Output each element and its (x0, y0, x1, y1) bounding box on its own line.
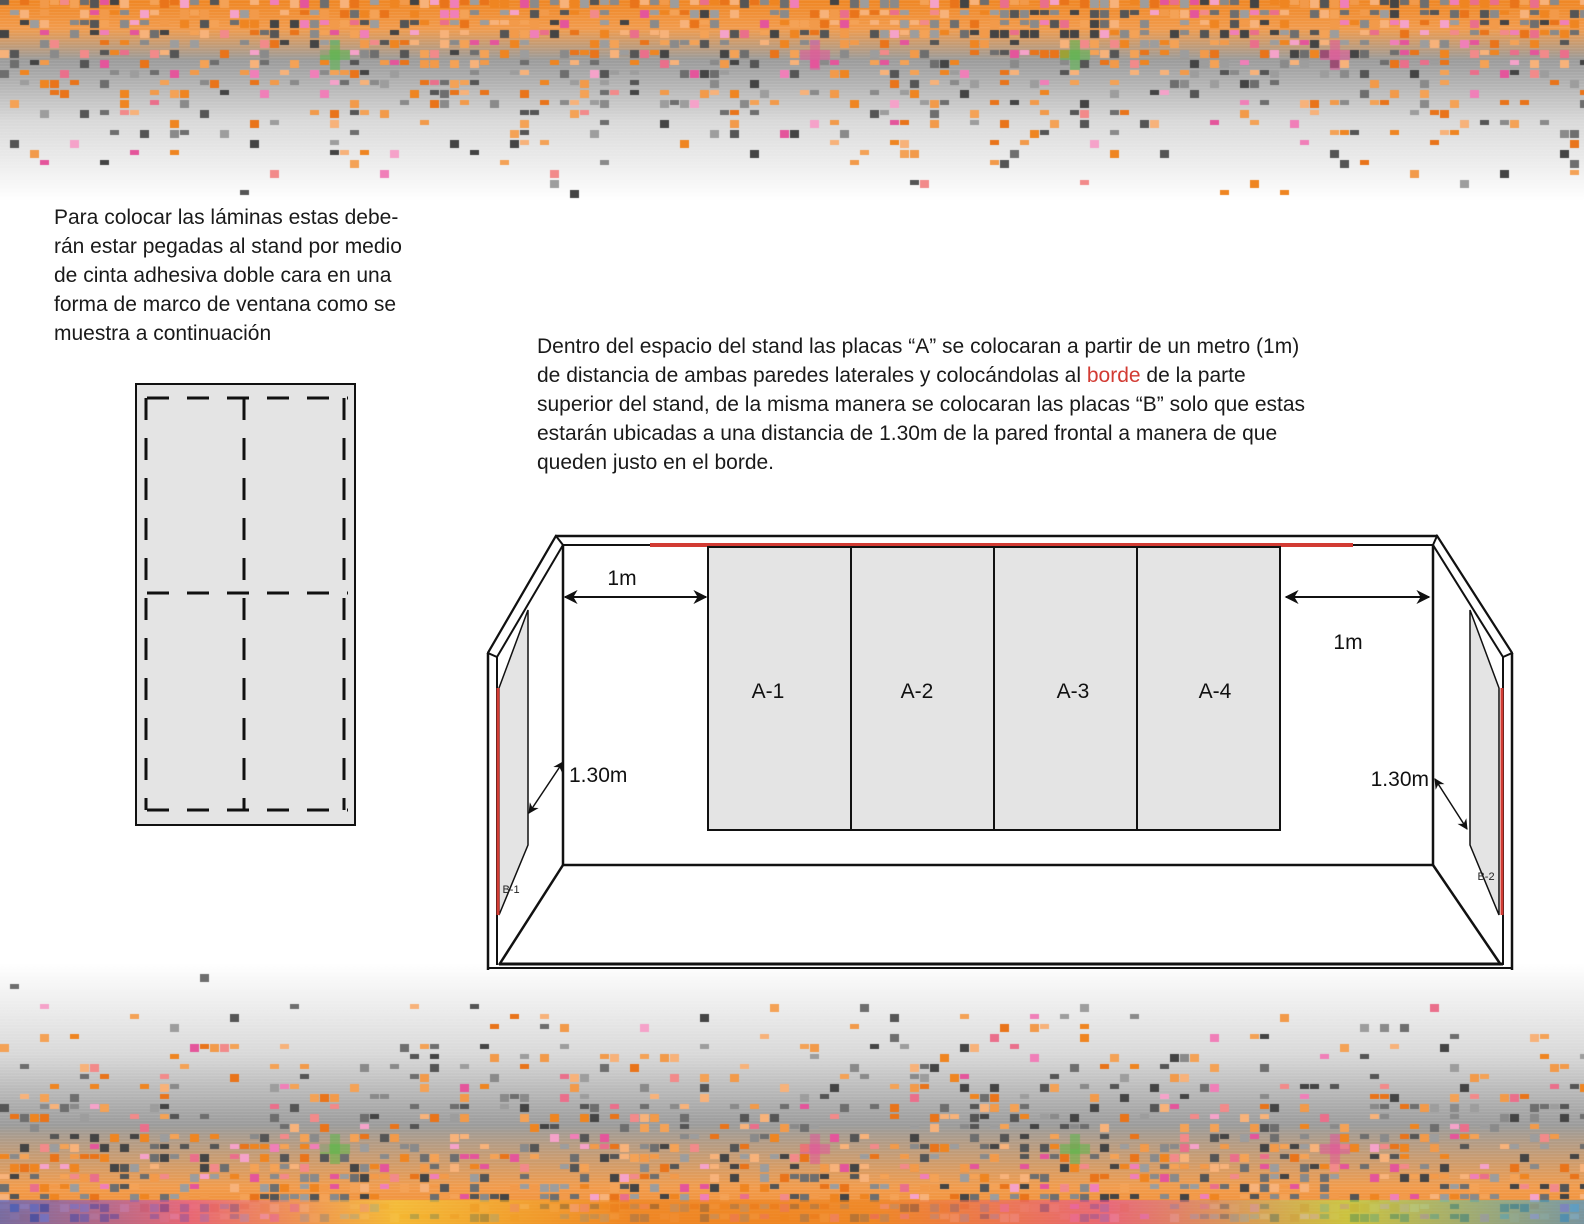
dim-arrow-side-left (529, 762, 563, 813)
side-panel-b2 (1470, 610, 1499, 915)
panel-a1-label: A-1 (751, 680, 785, 703)
dim-arrow-side-right (1435, 779, 1467, 829)
side-panel-b1 (499, 610, 528, 915)
dim-label-left: 1m (607, 567, 637, 590)
instruction-highlight-borde: borde (1086, 364, 1141, 387)
dim-label-side-right: 1.30m (1370, 768, 1429, 791)
panel-a2-label: A-2 (900, 680, 934, 703)
dim-label-right: 1m (1333, 631, 1363, 654)
tape-frame-figure (136, 384, 355, 825)
side-panel-b1-label: B-1 (502, 884, 520, 896)
instruction-part1: Dentro del espacio del stand las placas “A” se colocaran a partir de un metro (1m) de distancia de ambas paredes laterales y colocándolas al (537, 335, 1300, 387)
side-panel-b2-label: B-2 (1477, 871, 1495, 883)
intro-text: Para colocar las láminas estas debe- rán estar pegadas al stand por medio de cinta adhesiva doble cara en una forma de marco de ventana como se muestra a continuación (54, 206, 402, 345)
instruction-part2: de la parte superior del stand, de la misma manera se colocaran las placas “B” solo que estas estarán ubicadas a una distancia de 1.30m de la pared frontal a manera de que queden justo en el borde. (537, 364, 1306, 474)
stand-drawing (488, 536, 1512, 970)
panel-a4-label: A-4 (1198, 680, 1232, 703)
panel-a3-label: A-3 (1056, 680, 1090, 703)
a-panels-group (708, 547, 1280, 830)
dim-label-side-left: 1.30m (569, 764, 628, 787)
